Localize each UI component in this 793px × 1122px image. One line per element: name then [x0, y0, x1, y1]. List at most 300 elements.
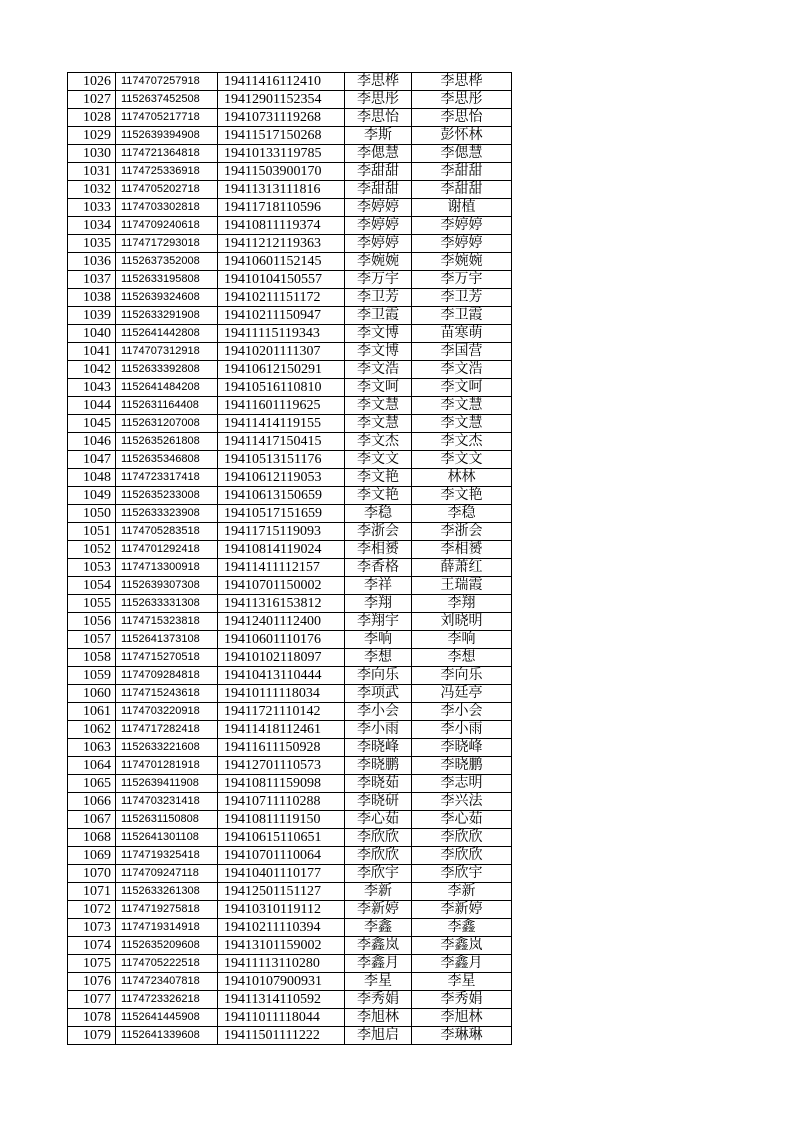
row-number-cell: 1066 — [68, 793, 116, 811]
table-row — [68, 613, 512, 631]
name-cell: 李文呵 — [345, 379, 412, 397]
exam-number-cell: 19410811159098 — [218, 775, 345, 793]
id-number-cell: 1152633221608 — [116, 739, 218, 757]
second-name-cell: 李文文 — [412, 451, 512, 469]
name-cell: 李晓鹏 — [345, 757, 412, 775]
id-number-cell: 1174709247118 — [116, 865, 218, 883]
table-row — [68, 235, 512, 253]
id-number-cell: 1152639394908 — [116, 127, 218, 145]
table-row — [68, 739, 512, 757]
name-cell: 李晓茹 — [345, 775, 412, 793]
row-number-cell: 1037 — [68, 271, 116, 289]
table-row — [68, 775, 512, 793]
row-number-cell: 1040 — [68, 325, 116, 343]
table-row — [68, 181, 512, 199]
table-row — [68, 271, 512, 289]
name-cell: 李甜甜 — [345, 181, 412, 199]
exam-number-cell: 19410601110176 — [218, 631, 345, 649]
name-cell: 李婷婷 — [345, 217, 412, 235]
second-name-cell: 李思桦 — [412, 73, 512, 91]
id-number-cell: 1174721364818 — [116, 145, 218, 163]
exam-number-cell: 19410613150659 — [218, 487, 345, 505]
name-cell: 李思彤 — [345, 91, 412, 109]
table-row — [68, 973, 512, 991]
exam-number-cell: 19410201111307 — [218, 343, 345, 361]
second-name-cell: 李新 — [412, 883, 512, 901]
name-cell: 李项武 — [345, 685, 412, 703]
row-number-cell: 1075 — [68, 955, 116, 973]
table-row — [68, 1009, 512, 1027]
exam-number-cell: 19411113110280 — [218, 955, 345, 973]
row-number-cell: 1041 — [68, 343, 116, 361]
row-number-cell: 1044 — [68, 397, 116, 415]
row-number-cell: 1058 — [68, 649, 116, 667]
exam-number-cell: 19411418112461 — [218, 721, 345, 739]
name-cell: 李小会 — [345, 703, 412, 721]
id-number-cell: 1174707257918 — [116, 73, 218, 91]
row-number-cell: 1049 — [68, 487, 116, 505]
row-number-cell: 1029 — [68, 127, 116, 145]
second-name-cell: 李志明 — [412, 775, 512, 793]
exam-number-cell: 19410814119024 — [218, 541, 345, 559]
exam-number-cell: 19411611150928 — [218, 739, 345, 757]
exam-number-cell: 19411411112157 — [218, 559, 345, 577]
row-number-cell: 1060 — [68, 685, 116, 703]
row-number-cell: 1036 — [68, 253, 116, 271]
exam-number-cell: 19410516110810 — [218, 379, 345, 397]
id-number-cell: 1152637452508 — [116, 91, 218, 109]
name-cell: 李旭林 — [345, 1009, 412, 1027]
second-name-cell: 薛萧红 — [412, 559, 512, 577]
exam-number-cell: 19411212119363 — [218, 235, 345, 253]
second-name-cell: 李琳琳 — [412, 1027, 512, 1045]
second-name-cell: 李鑫 — [412, 919, 512, 937]
name-cell: 李欣宇 — [345, 865, 412, 883]
exam-number-cell: 19411115119343 — [218, 325, 345, 343]
row-number-cell: 1072 — [68, 901, 116, 919]
name-cell: 李卫芳 — [345, 289, 412, 307]
second-name-cell: 李鑫月 — [412, 955, 512, 973]
table-row — [68, 1027, 512, 1045]
name-cell: 李新 — [345, 883, 412, 901]
id-number-cell: 1152635233008 — [116, 487, 218, 505]
name-cell: 李晓研 — [345, 793, 412, 811]
table-row — [68, 505, 512, 523]
second-name-cell: 李欣宇 — [412, 865, 512, 883]
table-row — [68, 325, 512, 343]
row-number-cell: 1065 — [68, 775, 116, 793]
exam-number-cell: 19410615110651 — [218, 829, 345, 847]
table-row — [68, 451, 512, 469]
table-row — [68, 631, 512, 649]
id-number-cell: 1174705202718 — [116, 181, 218, 199]
name-cell: 李相赟 — [345, 541, 412, 559]
second-name-cell: 李偲慧 — [412, 145, 512, 163]
id-number-cell: 1152631150808 — [116, 811, 218, 829]
id-number-cell: 1174717293018 — [116, 235, 218, 253]
name-cell: 李文艳 — [345, 469, 412, 487]
exam-number-cell: 19410102118097 — [218, 649, 345, 667]
second-name-cell: 李文浩 — [412, 361, 512, 379]
exam-number-cell: 19410310119112 — [218, 901, 345, 919]
id-number-cell: 1152641484208 — [116, 379, 218, 397]
row-number-cell: 1071 — [68, 883, 116, 901]
table-row — [68, 829, 512, 847]
row-number-cell: 1032 — [68, 181, 116, 199]
exam-number-cell: 19411314110592 — [218, 991, 345, 1009]
second-name-cell: 李想 — [412, 649, 512, 667]
name-cell: 李鑫月 — [345, 955, 412, 973]
table-row — [68, 127, 512, 145]
second-name-cell: 彭怀林 — [412, 127, 512, 145]
id-number-cell: 1152635346808 — [116, 451, 218, 469]
row-number-cell: 1052 — [68, 541, 116, 559]
id-number-cell: 1152633323908 — [116, 505, 218, 523]
table-row — [68, 919, 512, 937]
id-number-cell: 1152637352008 — [116, 253, 218, 271]
exam-number-cell: 19410811119150 — [218, 811, 345, 829]
row-number-cell: 1074 — [68, 937, 116, 955]
exam-number-cell: 19411503900170 — [218, 163, 345, 181]
name-cell: 李甜甜 — [345, 163, 412, 181]
roster-table — [67, 72, 512, 1045]
row-number-cell: 1051 — [68, 523, 116, 541]
second-name-cell: 李婷婷 — [412, 235, 512, 253]
second-name-cell: 谢植 — [412, 199, 512, 217]
second-name-cell: 李国营 — [412, 343, 512, 361]
table-row — [68, 109, 512, 127]
second-name-cell: 王瑞霞 — [412, 577, 512, 595]
id-number-cell: 1152633331308 — [116, 595, 218, 613]
exam-number-cell: 19411414119155 — [218, 415, 345, 433]
second-name-cell: 李晓峰 — [412, 739, 512, 757]
exam-number-cell: 19410211151172 — [218, 289, 345, 307]
exam-number-cell: 19410612119053 — [218, 469, 345, 487]
table-row — [68, 523, 512, 541]
exam-number-cell: 19411517150268 — [218, 127, 345, 145]
table-row — [68, 793, 512, 811]
name-cell: 李婷婷 — [345, 235, 412, 253]
second-name-cell: 李稳 — [412, 505, 512, 523]
exam-number-cell: 19410133119785 — [218, 145, 345, 163]
table-row — [68, 397, 512, 415]
second-name-cell: 李新婷 — [412, 901, 512, 919]
table-row — [68, 379, 512, 397]
id-number-cell: 1174719275818 — [116, 901, 218, 919]
id-number-cell: 1174719325418 — [116, 847, 218, 865]
second-name-cell: 李甜甜 — [412, 181, 512, 199]
second-name-cell: 李小雨 — [412, 721, 512, 739]
name-cell: 李浙会 — [345, 523, 412, 541]
id-number-cell: 1174701292418 — [116, 541, 218, 559]
second-name-cell: 刘晓明 — [412, 613, 512, 631]
second-name-cell: 李文呵 — [412, 379, 512, 397]
table-row — [68, 703, 512, 721]
exam-number-cell: 19410401110177 — [218, 865, 345, 883]
exam-number-cell: 19410111118034 — [218, 685, 345, 703]
name-cell: 李翔 — [345, 595, 412, 613]
exam-number-cell: 19411011118044 — [218, 1009, 345, 1027]
id-number-cell: 1152639411908 — [116, 775, 218, 793]
name-cell: 李欣欣 — [345, 847, 412, 865]
table-row — [68, 667, 512, 685]
row-number-cell: 1035 — [68, 235, 116, 253]
row-number-cell: 1070 — [68, 865, 116, 883]
table-row — [68, 865, 512, 883]
exam-number-cell: 19411721110142 — [218, 703, 345, 721]
exam-number-cell: 19411715119093 — [218, 523, 345, 541]
second-name-cell: 李文慧 — [412, 397, 512, 415]
table-row — [68, 433, 512, 451]
row-number-cell: 1043 — [68, 379, 116, 397]
second-name-cell: 李心茹 — [412, 811, 512, 829]
table-row — [68, 163, 512, 181]
table-row — [68, 811, 512, 829]
table-row — [68, 955, 512, 973]
id-number-cell: 1152631164408 — [116, 397, 218, 415]
table-row — [68, 757, 512, 775]
name-cell: 李新婷 — [345, 901, 412, 919]
id-number-cell: 1152633261308 — [116, 883, 218, 901]
row-number-cell: 1038 — [68, 289, 116, 307]
table-row — [68, 91, 512, 109]
id-number-cell: 1174709284818 — [116, 667, 218, 685]
row-number-cell: 1054 — [68, 577, 116, 595]
id-number-cell: 1152639324608 — [116, 289, 218, 307]
table-row — [68, 847, 512, 865]
table-row — [68, 73, 512, 91]
second-name-cell: 李思怡 — [412, 109, 512, 127]
id-number-cell: 1174719314918 — [116, 919, 218, 937]
name-cell: 李婷婷 — [345, 199, 412, 217]
id-number-cell: 1174707312918 — [116, 343, 218, 361]
roster-table-body — [68, 73, 512, 1045]
exam-number-cell: 19412401112400 — [218, 613, 345, 631]
row-number-cell: 1077 — [68, 991, 116, 1009]
second-name-cell: 李翔 — [412, 595, 512, 613]
second-name-cell: 李晓鹏 — [412, 757, 512, 775]
name-cell: 李香格 — [345, 559, 412, 577]
exam-number-cell: 19412701110573 — [218, 757, 345, 775]
row-number-cell: 1034 — [68, 217, 116, 235]
second-name-cell: 李卫芳 — [412, 289, 512, 307]
row-number-cell: 1064 — [68, 757, 116, 775]
exam-number-cell: 19413101159002 — [218, 937, 345, 955]
name-cell: 李婉婉 — [345, 253, 412, 271]
second-name-cell: 李兴法 — [412, 793, 512, 811]
id-number-cell: 1174723317418 — [116, 469, 218, 487]
name-cell: 李卫霞 — [345, 307, 412, 325]
exam-number-cell: 19410211110394 — [218, 919, 345, 937]
name-cell: 李文博 — [345, 343, 412, 361]
table-row — [68, 361, 512, 379]
row-number-cell: 1048 — [68, 469, 116, 487]
row-number-cell: 1046 — [68, 433, 116, 451]
table-row — [68, 469, 512, 487]
row-number-cell: 1068 — [68, 829, 116, 847]
id-number-cell: 1174723407818 — [116, 973, 218, 991]
second-name-cell: 李秀娟 — [412, 991, 512, 1009]
id-number-cell: 1152641339608 — [116, 1027, 218, 1045]
table-row — [68, 883, 512, 901]
name-cell: 李秀娟 — [345, 991, 412, 1009]
exam-number-cell: 19410413110444 — [218, 667, 345, 685]
id-number-cell: 1174703302818 — [116, 199, 218, 217]
second-name-cell: 李文杰 — [412, 433, 512, 451]
table-row — [68, 541, 512, 559]
name-cell: 李文杰 — [345, 433, 412, 451]
name-cell: 李向乐 — [345, 667, 412, 685]
row-number-cell: 1026 — [68, 73, 116, 91]
exam-number-cell: 19412501151127 — [218, 883, 345, 901]
name-cell: 李思桦 — [345, 73, 412, 91]
exam-number-cell: 19411313111816 — [218, 181, 345, 199]
table-row — [68, 199, 512, 217]
table-row — [68, 253, 512, 271]
id-number-cell: 1174703220918 — [116, 703, 218, 721]
row-number-cell: 1050 — [68, 505, 116, 523]
row-number-cell: 1055 — [68, 595, 116, 613]
exam-number-cell: 19410731119268 — [218, 109, 345, 127]
id-number-cell: 1174701281918 — [116, 757, 218, 775]
exam-number-cell: 19410601152145 — [218, 253, 345, 271]
name-cell: 李文艳 — [345, 487, 412, 505]
id-number-cell: 1152639307308 — [116, 577, 218, 595]
row-number-cell: 1056 — [68, 613, 116, 631]
table-row — [68, 289, 512, 307]
second-name-cell: 林林 — [412, 469, 512, 487]
row-number-cell: 1033 — [68, 199, 116, 217]
name-cell: 李鑫岚 — [345, 937, 412, 955]
exam-number-cell: 19410612150291 — [218, 361, 345, 379]
row-number-cell: 1057 — [68, 631, 116, 649]
exam-number-cell: 19410517151659 — [218, 505, 345, 523]
table-row — [68, 307, 512, 325]
row-number-cell: 1047 — [68, 451, 116, 469]
row-number-cell: 1061 — [68, 703, 116, 721]
table-row — [68, 685, 512, 703]
row-number-cell: 1076 — [68, 973, 116, 991]
name-cell: 李小雨 — [345, 721, 412, 739]
exam-number-cell: 19411718110596 — [218, 199, 345, 217]
name-cell: 李斯 — [345, 127, 412, 145]
id-number-cell: 1174705283518 — [116, 523, 218, 541]
id-number-cell: 1152641445908 — [116, 1009, 218, 1027]
exam-number-cell: 19410811119374 — [218, 217, 345, 235]
row-number-cell: 1030 — [68, 145, 116, 163]
name-cell: 李万宇 — [345, 271, 412, 289]
exam-number-cell: 19410701110064 — [218, 847, 345, 865]
second-name-cell: 冯廷亭 — [412, 685, 512, 703]
name-cell: 李星 — [345, 973, 412, 991]
id-number-cell: 1152633291908 — [116, 307, 218, 325]
exam-number-cell: 19410513151176 — [218, 451, 345, 469]
row-number-cell: 1039 — [68, 307, 116, 325]
exam-number-cell: 19411501111222 — [218, 1027, 345, 1045]
id-number-cell: 1152641301108 — [116, 829, 218, 847]
second-name-cell: 李欣欣 — [412, 829, 512, 847]
id-number-cell: 1152635261808 — [116, 433, 218, 451]
row-number-cell: 1078 — [68, 1009, 116, 1027]
row-number-cell: 1069 — [68, 847, 116, 865]
table-row — [68, 577, 512, 595]
exam-number-cell: 19410104150557 — [218, 271, 345, 289]
name-cell: 李文慧 — [345, 415, 412, 433]
second-name-cell: 李思彤 — [412, 91, 512, 109]
exam-number-cell: 19410701150002 — [218, 577, 345, 595]
row-number-cell: 1027 — [68, 91, 116, 109]
second-name-cell: 李欣欣 — [412, 847, 512, 865]
row-number-cell: 1028 — [68, 109, 116, 127]
second-name-cell: 李小会 — [412, 703, 512, 721]
second-name-cell: 苗寒萌 — [412, 325, 512, 343]
table-row — [68, 595, 512, 613]
table-row — [68, 145, 512, 163]
id-number-cell: 1152633195808 — [116, 271, 218, 289]
id-number-cell: 1152633392808 — [116, 361, 218, 379]
second-name-cell: 李婉婉 — [412, 253, 512, 271]
exam-number-cell: 19412901152354 — [218, 91, 345, 109]
exam-number-cell: 19411316153812 — [218, 595, 345, 613]
row-number-cell: 1067 — [68, 811, 116, 829]
second-name-cell: 李浙会 — [412, 523, 512, 541]
id-number-cell: 1174705217718 — [116, 109, 218, 127]
name-cell: 李文文 — [345, 451, 412, 469]
id-number-cell: 1174709240618 — [116, 217, 218, 235]
second-name-cell: 李鑫岚 — [412, 937, 512, 955]
second-name-cell: 李文慧 — [412, 415, 512, 433]
name-cell: 李文慧 — [345, 397, 412, 415]
row-number-cell: 1079 — [68, 1027, 116, 1045]
name-cell: 李晓峰 — [345, 739, 412, 757]
name-cell: 李心茹 — [345, 811, 412, 829]
table-row — [68, 559, 512, 577]
id-number-cell: 1174705222518 — [116, 955, 218, 973]
table-row — [68, 217, 512, 235]
exam-number-cell: 19410211150947 — [218, 307, 345, 325]
second-name-cell: 李相赟 — [412, 541, 512, 559]
second-name-cell: 李星 — [412, 973, 512, 991]
table-row — [68, 901, 512, 919]
row-number-cell: 1042 — [68, 361, 116, 379]
row-number-cell: 1059 — [68, 667, 116, 685]
table-row — [68, 343, 512, 361]
id-number-cell: 1174723326218 — [116, 991, 218, 1009]
table-row — [68, 721, 512, 739]
second-name-cell: 李万宇 — [412, 271, 512, 289]
name-cell: 李翔宇 — [345, 613, 412, 631]
exam-number-cell: 19410711110288 — [218, 793, 345, 811]
table-row — [68, 649, 512, 667]
name-cell: 李文浩 — [345, 361, 412, 379]
table-row — [68, 937, 512, 955]
second-name-cell: 李响 — [412, 631, 512, 649]
id-number-cell: 1174717282418 — [116, 721, 218, 739]
second-name-cell: 李卫霞 — [412, 307, 512, 325]
id-number-cell: 1174715243618 — [116, 685, 218, 703]
name-cell: 李祥 — [345, 577, 412, 595]
name-cell: 李响 — [345, 631, 412, 649]
second-name-cell: 李向乐 — [412, 667, 512, 685]
name-cell: 李旭启 — [345, 1027, 412, 1045]
id-number-cell: 1152635209608 — [116, 937, 218, 955]
name-cell: 李偲慧 — [345, 145, 412, 163]
id-number-cell: 1174713300918 — [116, 559, 218, 577]
id-number-cell: 1174703231418 — [116, 793, 218, 811]
table-row — [68, 991, 512, 1009]
row-number-cell: 1063 — [68, 739, 116, 757]
row-number-cell: 1045 — [68, 415, 116, 433]
